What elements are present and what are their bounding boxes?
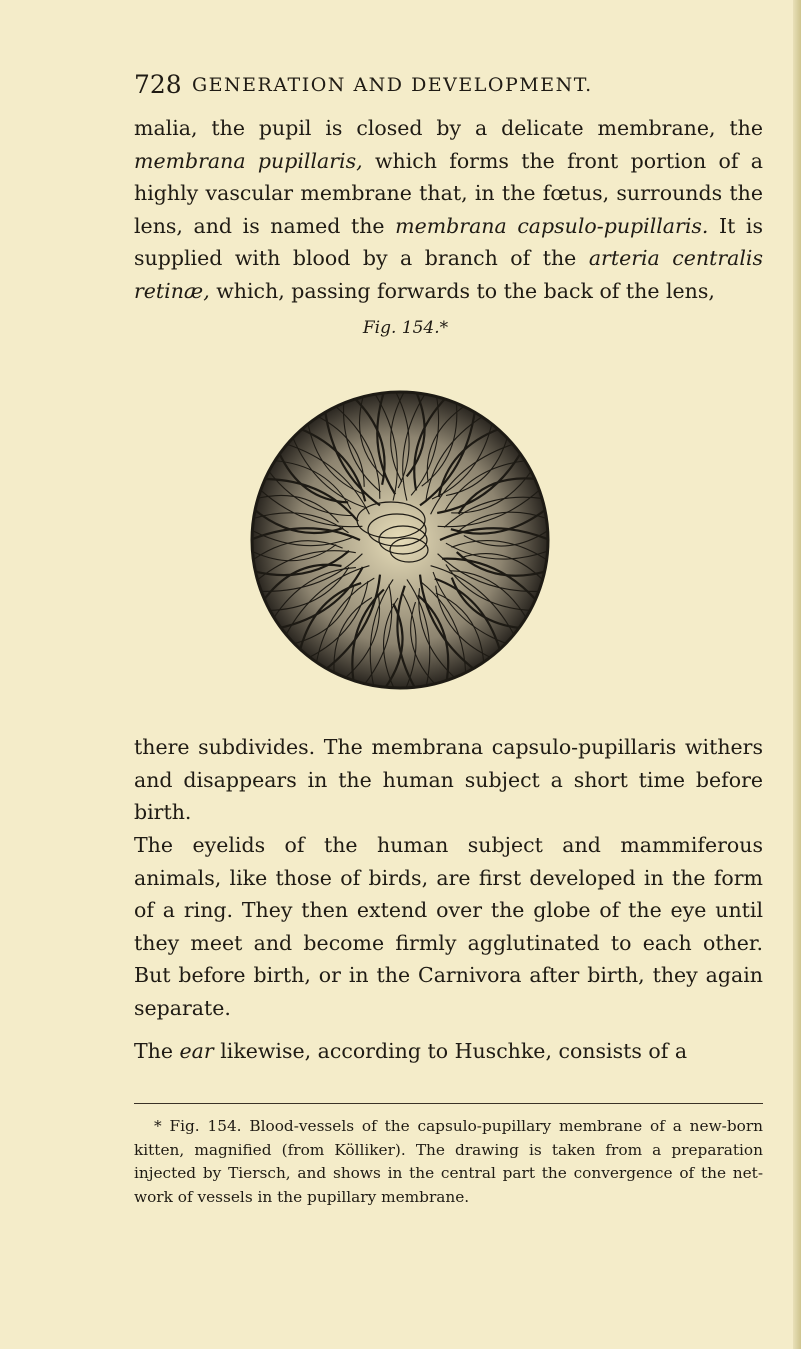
page-number: 728 [134,70,182,99]
paragraph-4 [134,1035,763,1068]
para2-text: there subdivides. The membrana capsulo-pupillaris withers and disappears in the human subject a short time before birth. [134,735,763,824]
page-header [134,70,764,110]
para3-text: The eyelids of the human subject and mammiferous animals, like those of birds, are first developed in the form of a ring. They then extend over the globe of the eye until they meet and become firmly agglutinated to each other. But before birth, or in the Carnivora after birth, they again separate. [134,833,763,1020]
running-head: GENERATION AND DEVELOPMENT. [192,74,593,96]
para1-text-4: which, passing forwards to the back of the lens, [209,278,715,303]
vascular-membrane-drawing [250,358,550,728]
page-edge [793,0,801,1349]
para4-term-ear: ear [179,1039,214,1063]
para4-text-1: The [134,1039,180,1063]
paragraph-2 [134,731,763,829]
para1-text-2: which forms the front portion of a highly vascular membrane that, in the fœtus, surrounds the lens, and is named the [134,148,763,238]
figure-illustration [250,358,550,728]
para1-text-3: It is supplied with blood by a branch of the [134,213,764,270]
paragraph-3 [134,829,763,1024]
para1-term-membrana-pupillaris: membrana pupillaris, [134,148,363,173]
para1-term-capsulo-pupillaris: membrana capsulo-pupillaris. [395,213,709,238]
para4-text-2: likewise, according to Huschke, consists of a [213,1039,688,1063]
para1-term-arteria-centralis: arteria centralis retinæ, [134,246,763,303]
paragraph-1 [134,112,763,307]
footnote-rule [134,1103,763,1104]
figure-caption: Fig. 154.* [362,318,449,338]
footnote-text: * Fig. 154. Blood-vessels of the capsulo-pupillary membrane of a new-born kitten, magnified (from Kölliker). The drawing is taken from a preparation injected by Tiersch, and shows in the central part the convergence of the net-work of vessels in the pupillary membrane. [134,1117,763,1206]
footnote [134,1115,763,1209]
para1-text-1: malia, the pupil is closed by a delicate membrane, the [134,116,763,140]
